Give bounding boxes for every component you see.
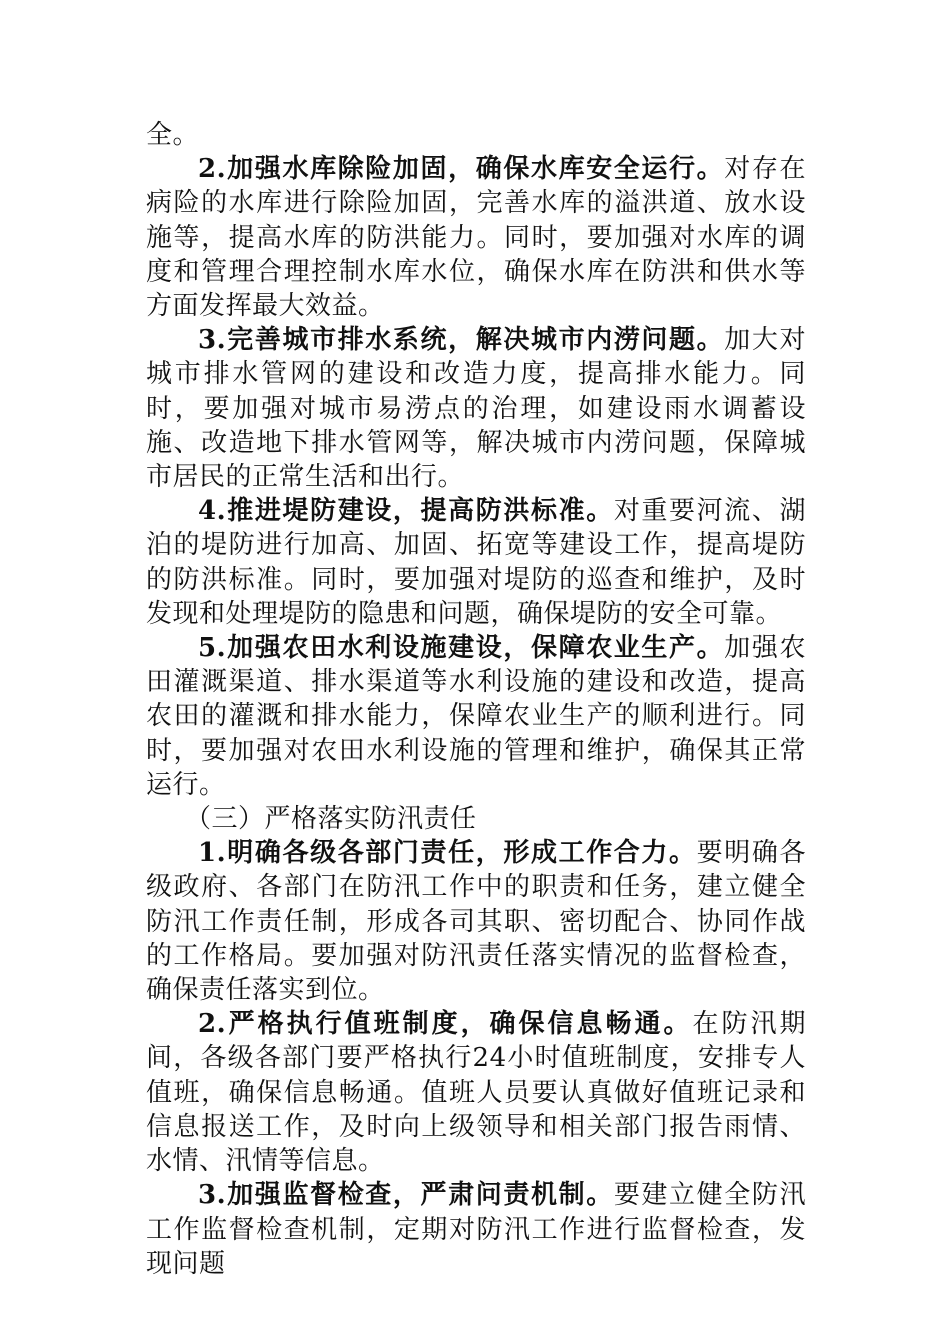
- paragraph-body: 全。: [146, 120, 200, 150]
- paragraph-heading: 3.加强监督检查，严肃问责机制。: [198, 1180, 614, 1211]
- paragraph-body: 对重要河流、湖泊的堤防进行加高、加固、拓宽等建设工作，提高堤防的防洪标准。同时，要加强对堤防的巡查和维护，及时发现和处理堤防的隐患和问题，确保堤防的安全可靠。: [146, 496, 806, 629]
- paragraph-body: 加大对城市排水管网的建设和改造力度，提高排水能力。同时，要加强对城市易涝点的治理，如建设雨水调蓄设施、改造地下排水管网等，解决城市内涝问题，保障城市居民的正常生活和出行。: [146, 325, 806, 493]
- document-page: [146, 118, 806, 1281]
- paragraph-supervision: [146, 1178, 806, 1281]
- paragraph-heading: 2.加强水库除险加固，确保水库安全运行。: [198, 154, 725, 185]
- paragraph-levee-construction: [146, 494, 806, 631]
- paragraph-continuation: [146, 118, 806, 152]
- section-heading: [146, 802, 806, 836]
- paragraph-farmland-irrigation: [146, 631, 806, 802]
- paragraph-body: 要明确各级政府、各部门在防汛工作中的职责和任务，建立健全防汛工作责任制，形成各司其职、密切配合、协同作战的工作格局。要加强对防汛责任落实情况的监督检查，确保责任落实到位。: [146, 838, 806, 1006]
- paragraph-heading: 1.明确各级各部门责任，形成工作合力。: [198, 838, 697, 869]
- paragraph-body: 要建立健全防汛工作监督检查机制，定期对防汛工作进行监督检查，发现问题: [146, 1180, 806, 1279]
- paragraph-duty-system: [146, 1007, 806, 1178]
- paragraph-heading: 2.严格执行值班制度，确保信息畅通。: [198, 1009, 693, 1040]
- paragraph-urban-drainage: [146, 323, 806, 494]
- paragraph-body: 在防汛期间，各级各部门要严格执行24小时值班制度，安排专人值班，确保信息畅通。值班人员要认真做好值班记录和信息报送工作，及时向上级领导和相关部门报告雨情、水情、汛情等信息。: [146, 1009, 806, 1177]
- section-heading-text: （三）严格落实防汛责任: [185, 804, 477, 835]
- paragraph-heading: 3.完善城市排水系统，解决城市内涝问题。: [198, 325, 725, 356]
- paragraph-body: 加强农田灌溉渠道、排水渠道等水利设施的建设和改造，提高农田的灌溉和排水能力，保障农业生产的顺利进行。同时，要加强对农田水利设施的管理和维护，确保其正常运行。: [146, 633, 806, 800]
- paragraph-heading: 4.推进堤防建设，提高防洪标准。: [198, 496, 614, 527]
- paragraph-heading: 5.加强农田水利设施建设，保障农业生产。: [198, 633, 725, 664]
- paragraph-body: 对存在病险的水库进行除险加固，完善水库的溢洪道、放水设施等，提高水库的防洪能力。同时，要加强对水库的调度和管理合理控制水库水位，确保水库在防洪和供水等方面发挥最大效益。: [146, 154, 806, 322]
- paragraph-responsibility: [146, 836, 806, 1007]
- paragraph-reservoir-reinforcement: [146, 152, 806, 323]
